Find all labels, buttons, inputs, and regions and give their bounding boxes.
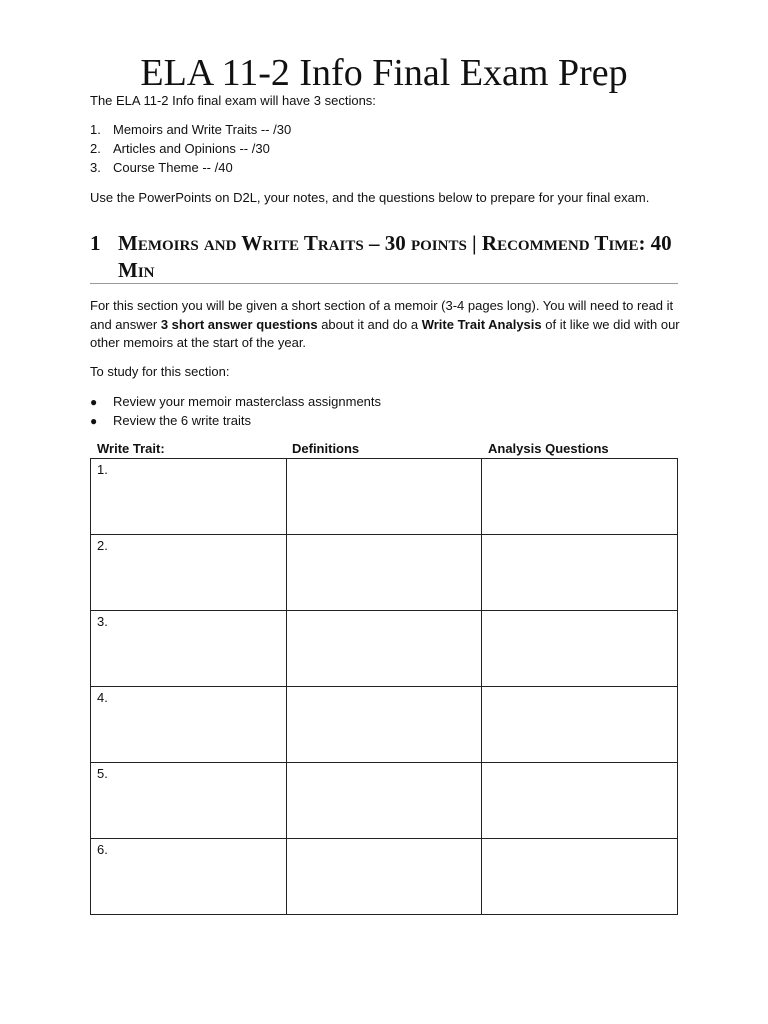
instructions-text: Use the PowerPoints on D2L, your notes, and the questions below to prepare for your final exam. [90,190,650,205]
section-title: Memoirs and Write Traits – 30 points | Recommend Time: 40 Min [118,231,672,282]
list-item [90,412,251,430]
table-cell [286,611,482,687]
list-text: Course Theme -- /40 [113,160,233,175]
heading-divider [90,283,678,284]
list-text: Review your memoir masterclass assignments [113,394,382,409]
table-cell [286,687,482,763]
bullet-icon: ● [90,414,98,428]
table-cell: 6. [91,839,287,915]
list-number: 2. [90,141,101,156]
page-title: ELA 11-2 Info Final Exam Prep [140,52,628,94]
study-intro: To study for this section: [90,364,230,379]
list-item [90,121,291,139]
table-cell [482,839,678,915]
table-cell [482,687,678,763]
table-cell [482,459,678,535]
table-row [91,839,678,915]
column-header-analysis-questions: Analysis Questions [488,441,609,456]
table-cell [482,611,678,687]
table-cell: 3. [91,611,287,687]
table-cell: 5. [91,763,287,839]
list-number: 3. [90,160,101,175]
table-cell [286,763,482,839]
bullet-icon: ● [90,395,98,409]
list-item [90,140,270,158]
column-header-definitions: Definitions [292,441,360,456]
list-text: Memoirs and Write Traits -- /30 [113,122,292,137]
list-text: Articles and Opinions -- /30 [113,141,270,156]
table-row [91,687,678,763]
list-text: Review the 6 write traits [113,413,251,428]
intro-text: The ELA 11-2 Info final exam will have 3 sections: [90,93,376,108]
table-row [91,611,678,687]
table-cell: 1. [91,459,287,535]
list-number: 1. [90,122,101,137]
table-cell [286,535,482,611]
table-cell: 4. [91,687,287,763]
list-item [90,393,381,411]
table-cell [286,459,482,535]
list-item [90,159,233,177]
table-row [91,459,678,535]
table-cell [286,839,482,915]
table-row [91,535,678,611]
write-traits-table [90,458,678,915]
table-cell [482,535,678,611]
column-header-write-trait: Write Trait: [97,441,165,456]
table-cell [482,763,678,839]
section-number: 1 [90,231,101,255]
table-cell: 2. [91,535,287,611]
table-row [91,763,678,839]
section-description: For this section you will be given a short section of a memoir (3-4 pages long). You will need to read it and answer 3 short answer questions about it and do a Write Trait Analysis of it like we did with our other memoirs at the start of the year. [90,298,680,350]
